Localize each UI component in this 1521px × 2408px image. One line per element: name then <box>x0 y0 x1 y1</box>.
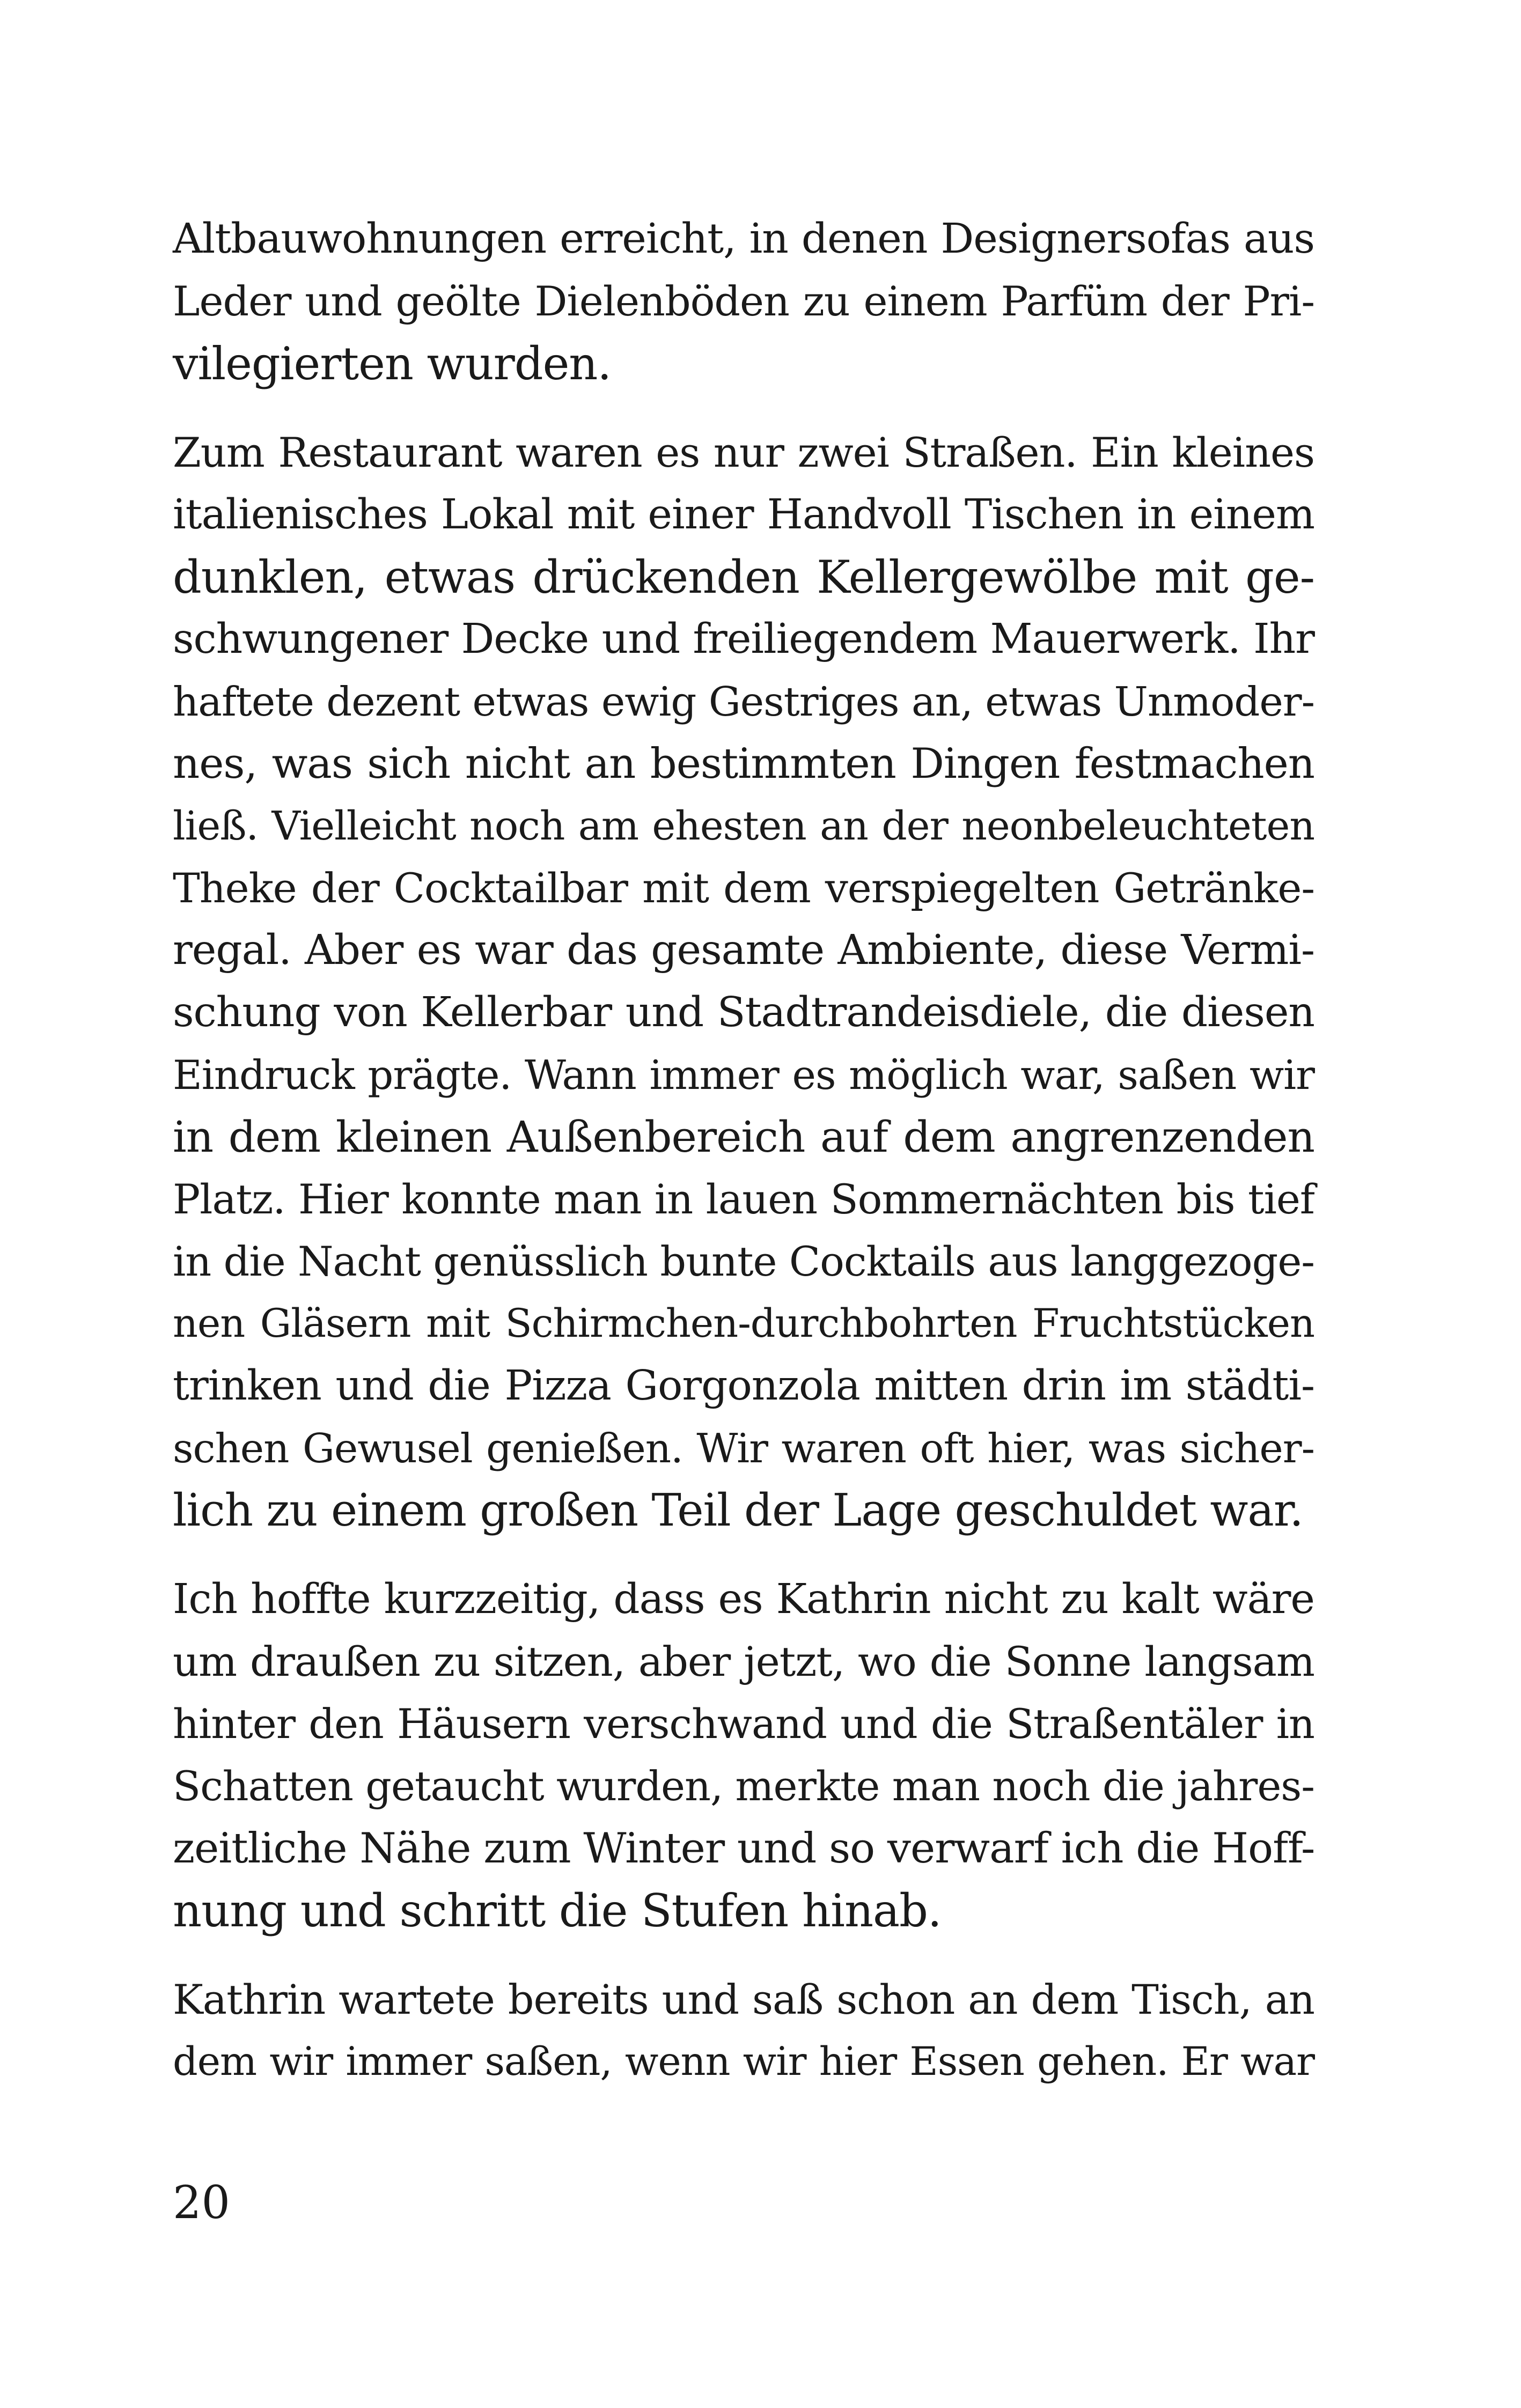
text-line: lich zu einem großen Teil der Lage geschuldet war. <box>173 1484 1303 1536</box>
text-line: nes, was sich nicht an bestimmten Dingen festmachen <box>173 740 1314 788</box>
text-line: dem wir immer saßen, wenn wir hier Essen gehen. Er war <box>173 2039 1314 2085</box>
text-line: Altbauwohnungen erreicht, in denen Designersofas aus <box>173 215 1314 263</box>
text-line: schwungener Decke und freiliegendem Mauerwerk. Ihr <box>173 615 1314 663</box>
text-line: Leder und geölte Dielenböden zu einem Parfüm der Pri- <box>173 277 1314 325</box>
body-text <box>173 208 1314 2093</box>
text-line: Theke der Cocktailbar mit dem verspiegelten Getränke- <box>173 864 1314 912</box>
text-line: in die Nacht genüsslich bunte Cocktails aus langgezoge- <box>173 1238 1314 1285</box>
text-line: hinter den Häusern verschwand und die Straßentäler in <box>173 1700 1314 1748</box>
text-line: nen Gläsern mit Schirmchen-durchbohrten Fruchtstücken <box>173 1301 1314 1346</box>
text-line: Kathrin wartete bereits und saß schon an dem Tisch, an <box>173 1976 1314 2023</box>
text-line: Zum Restaurant waren es nur zwei Straßen. Ein kleines <box>173 429 1314 476</box>
paragraph <box>173 422 1314 1542</box>
text-line: um draußen zu sitzen, aber jetzt, wo die Sonne langsam <box>173 1638 1314 1685</box>
paragraph <box>173 1568 1314 1942</box>
text-line: Platz. Hier konnte man in lauen Sommernächten bis tief <box>173 1175 1314 1223</box>
text-line: vilegierten wurden. <box>173 337 612 390</box>
text-line: trinken und die Pizza Gorgonzola mitten drin im städti- <box>173 1362 1314 1410</box>
page-number: 20 <box>173 2176 230 2229</box>
text-line: zeitliche Nähe zum Winter und so verwarf ich die Hoff- <box>173 1824 1315 1873</box>
text-line: in dem kleinen Außenbereich auf dem angrenzenden <box>173 1112 1314 1162</box>
text-line: italienisches Lokal mit einer Handvoll Tischen in einem <box>173 491 1314 539</box>
text-line: schung von Kellerbar und Stadtrandeisdiele, die diesen <box>173 989 1314 1036</box>
text-line: Eindruck prägte. Wann immer es möglich war, saßen wir <box>173 1051 1314 1099</box>
text-line: ließ. Vielleicht noch am ehesten an der neonbeleuchteten <box>173 803 1314 849</box>
text-line: regal. Aber es war das gesamte Ambiente, diese Vermi- <box>173 926 1314 974</box>
text-line: haftete dezent etwas ewig Gestriges an, etwas Unmoder- <box>173 678 1314 725</box>
paragraph <box>173 1969 1314 2093</box>
text-line: dunklen, etwas drückenden Kellergewölbe mit ge- <box>173 551 1314 603</box>
text-line: Ich hoffte kurzzeitig, dass es Kathrin nicht zu kalt wäre <box>173 1575 1314 1623</box>
text-line: nung und schritt die Stufen hinab. <box>173 1884 942 1937</box>
paragraph <box>173 208 1314 395</box>
text-line: Schatten getaucht wurden, merkte man noch die jahres- <box>173 1762 1314 1810</box>
text-line: schen Gewusel genießen. Wir waren oft hier, was sicher- <box>173 1425 1314 1472</box>
